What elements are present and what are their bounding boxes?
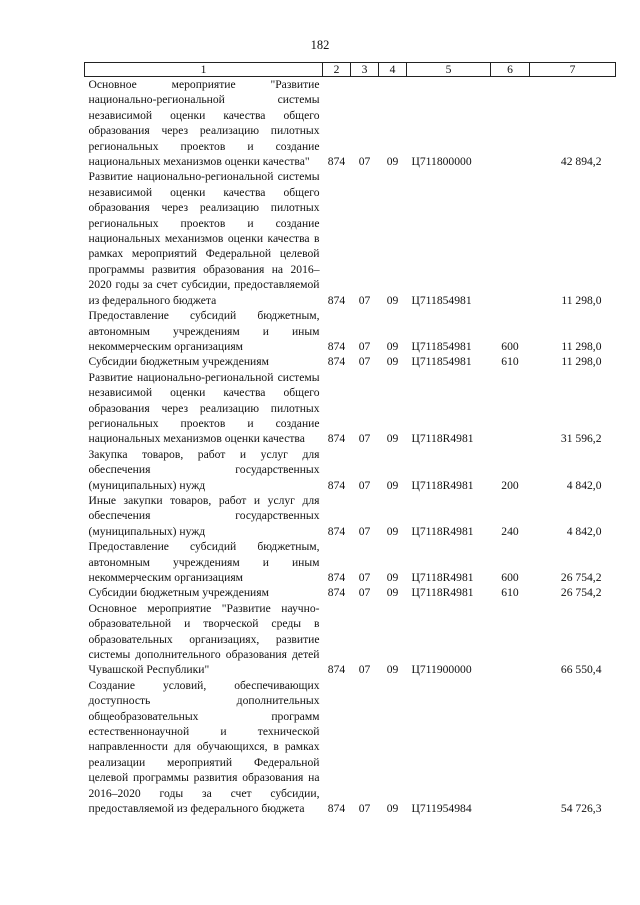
row-subsection-code: 09 [386,355,399,369]
row-ministry-code: 874 [327,432,346,446]
row-section-code: 07 [358,355,371,369]
row-subsection-code: 09 [386,524,399,538]
row-target-code: Ц7118R4981 [411,586,474,600]
row-subsection-code: 09 [386,571,399,584]
table-row [85,678,616,817]
header-col-1: 1 [85,63,323,77]
row-ministry-code: 874 [327,355,346,369]
row-ministry-code: 874 [327,802,346,816]
row-target-code: Ц711954984 [411,802,472,816]
row-subsection-code: 09 [386,802,399,816]
table-row [85,493,616,539]
row-subsection-code: 09 [386,155,399,169]
row-subsection-code: 09 [386,663,399,677]
row-section-code: 07 [358,478,371,492]
row-target-code: Ц711854981 [411,355,472,369]
table-header-row [85,63,616,77]
row-name: Основное мероприятие "Развитие научно-образовательной и творческой среды в образовательных организациях, развитие системы дополнительного образования детей Чувашской Республики" [88,601,320,677]
row-name: Создание условий, обеспечивающих доступность дополнительных общеобразовательных программ естественнонаучной и технической направленности для обучающихся, в рамках реализации мероприятий Федеральной целевой программы развития образования на 2016–2020 годы за счет субсидии, предоставляемой из федерального бюджета [88,678,320,816]
table-row [85,601,616,678]
row-amount: 11 298,0 [561,293,602,307]
row-ministry-code: 874 [327,478,346,492]
row-expense-type [491,370,530,447]
header-col-7: 7 [530,63,616,77]
header-col-3: 3 [351,63,379,77]
row-section-code: 07 [358,339,371,353]
row-expense-type: 240 [501,524,519,538]
table-row [85,308,616,354]
row-name: Закупка товаров, работ и услуг для обеспечения государственных (муниципальных) нужд [88,447,320,492]
row-section-code: 07 [358,571,371,584]
table-row [85,585,616,600]
row-subsection-code: 09 [386,293,399,307]
row-target-code: Ц711900000 [411,663,472,677]
row-ministry-code: 874 [327,293,346,307]
row-ministry-code: 874 [327,524,346,538]
row-expense-type: 200 [501,478,519,492]
row-name: Предоставление субсидий бюджетным, автономным учреждениям и иным некоммерческим организациям [88,309,320,353]
row-section-code: 07 [358,524,371,538]
row-name: Основное мероприятие "Развитие национально-региональной системы независимой оценки качества общего образования через реализацию пилотных региональных проектов и создание национальных механизмов оценки качества" [88,78,320,169]
row-section-code: 07 [358,155,371,169]
row-amount: 54 726,3 [560,802,602,816]
table-row [85,354,616,369]
row-ministry-code: 874 [327,155,346,169]
header-col-5: 5 [407,63,491,77]
row-expense-type [491,678,530,817]
row-name: Субсидии бюджетным учреждениям [88,586,269,600]
row-target-code: Ц711800000 [411,155,472,169]
table-row [85,169,616,308]
row-ministry-code: 874 [327,571,346,584]
row-amount: 4 842,0 [566,524,602,538]
row-expense-type [491,77,530,170]
row-name: Иные закупки товаров, работ и услуг для обеспечения государственных (муниципальных) нужд [88,493,320,538]
row-section-code: 07 [358,293,371,307]
row-name: Субсидии бюджетным учреждениям [88,355,269,369]
row-amount: 42 894,2 [560,155,602,169]
row-section-code: 07 [358,586,371,600]
row-ministry-code: 874 [327,339,346,353]
row-target-code: Ц7118R4981 [411,571,474,584]
row-target-code: Ц7118R4981 [411,478,474,492]
row-amount: 26 754,2 [560,586,602,600]
row-subsection-code: 09 [386,586,399,600]
row-subsection-code: 09 [386,339,399,353]
table-row [85,447,616,493]
row-amount: 11 298,0 [561,355,602,369]
row-expense-type: 610 [501,355,519,369]
row-amount: 4 842,0 [566,478,602,492]
table-row [85,539,616,585]
row-target-code: Ц7118R4981 [411,524,474,538]
header-col-4: 4 [379,63,407,77]
budget-table [84,62,616,817]
row-expense-type [491,601,530,678]
table-row [85,370,616,447]
header-col-2: 2 [323,63,351,77]
row-name: Развитие национально-региональной системы независимой оценки качества общего образования через реализацию пилотных региональных проектов и создание национальных механизмов оценки качества в рамках мероприятий Федеральной целевой программы развития образования на 2016–2020 годы за счет субсидии, предоставляемой из федерального бюджета [88,170,320,307]
row-target-code: Ц711854981 [411,339,472,353]
row-section-code: 07 [358,432,371,446]
page-number: 182 [310,38,330,52]
row-expense-type: 600 [501,571,519,584]
row-subsection-code: 09 [386,478,399,492]
row-section-code: 07 [358,663,371,677]
row-ministry-code: 874 [327,663,346,677]
row-subsection-code: 09 [386,432,399,446]
row-expense-type [491,169,530,308]
table-row [85,77,616,170]
row-amount: 31 596,2 [560,432,602,446]
row-section-code: 07 [358,802,371,816]
row-target-code: Ц711854981 [411,293,472,307]
row-amount: 11 298,0 [561,339,602,353]
row-target-code: Ц7118R4981 [411,432,474,446]
row-expense-type: 600 [501,339,519,353]
row-amount: 26 754,2 [560,571,602,584]
row-expense-type: 610 [501,586,519,600]
row-amount: 66 550,4 [560,663,602,677]
row-ministry-code: 874 [327,586,346,600]
row-name: Предоставление субсидий бюджетным, автономным учреждениям и иным некоммерческим организациям [88,540,320,584]
header-col-6: 6 [491,63,530,77]
row-name: Развитие национально-региональной системы независимой оценки качества общего образования через реализацию пилотных региональных проектов и создание национальных механизмов оценки качества [88,370,320,446]
